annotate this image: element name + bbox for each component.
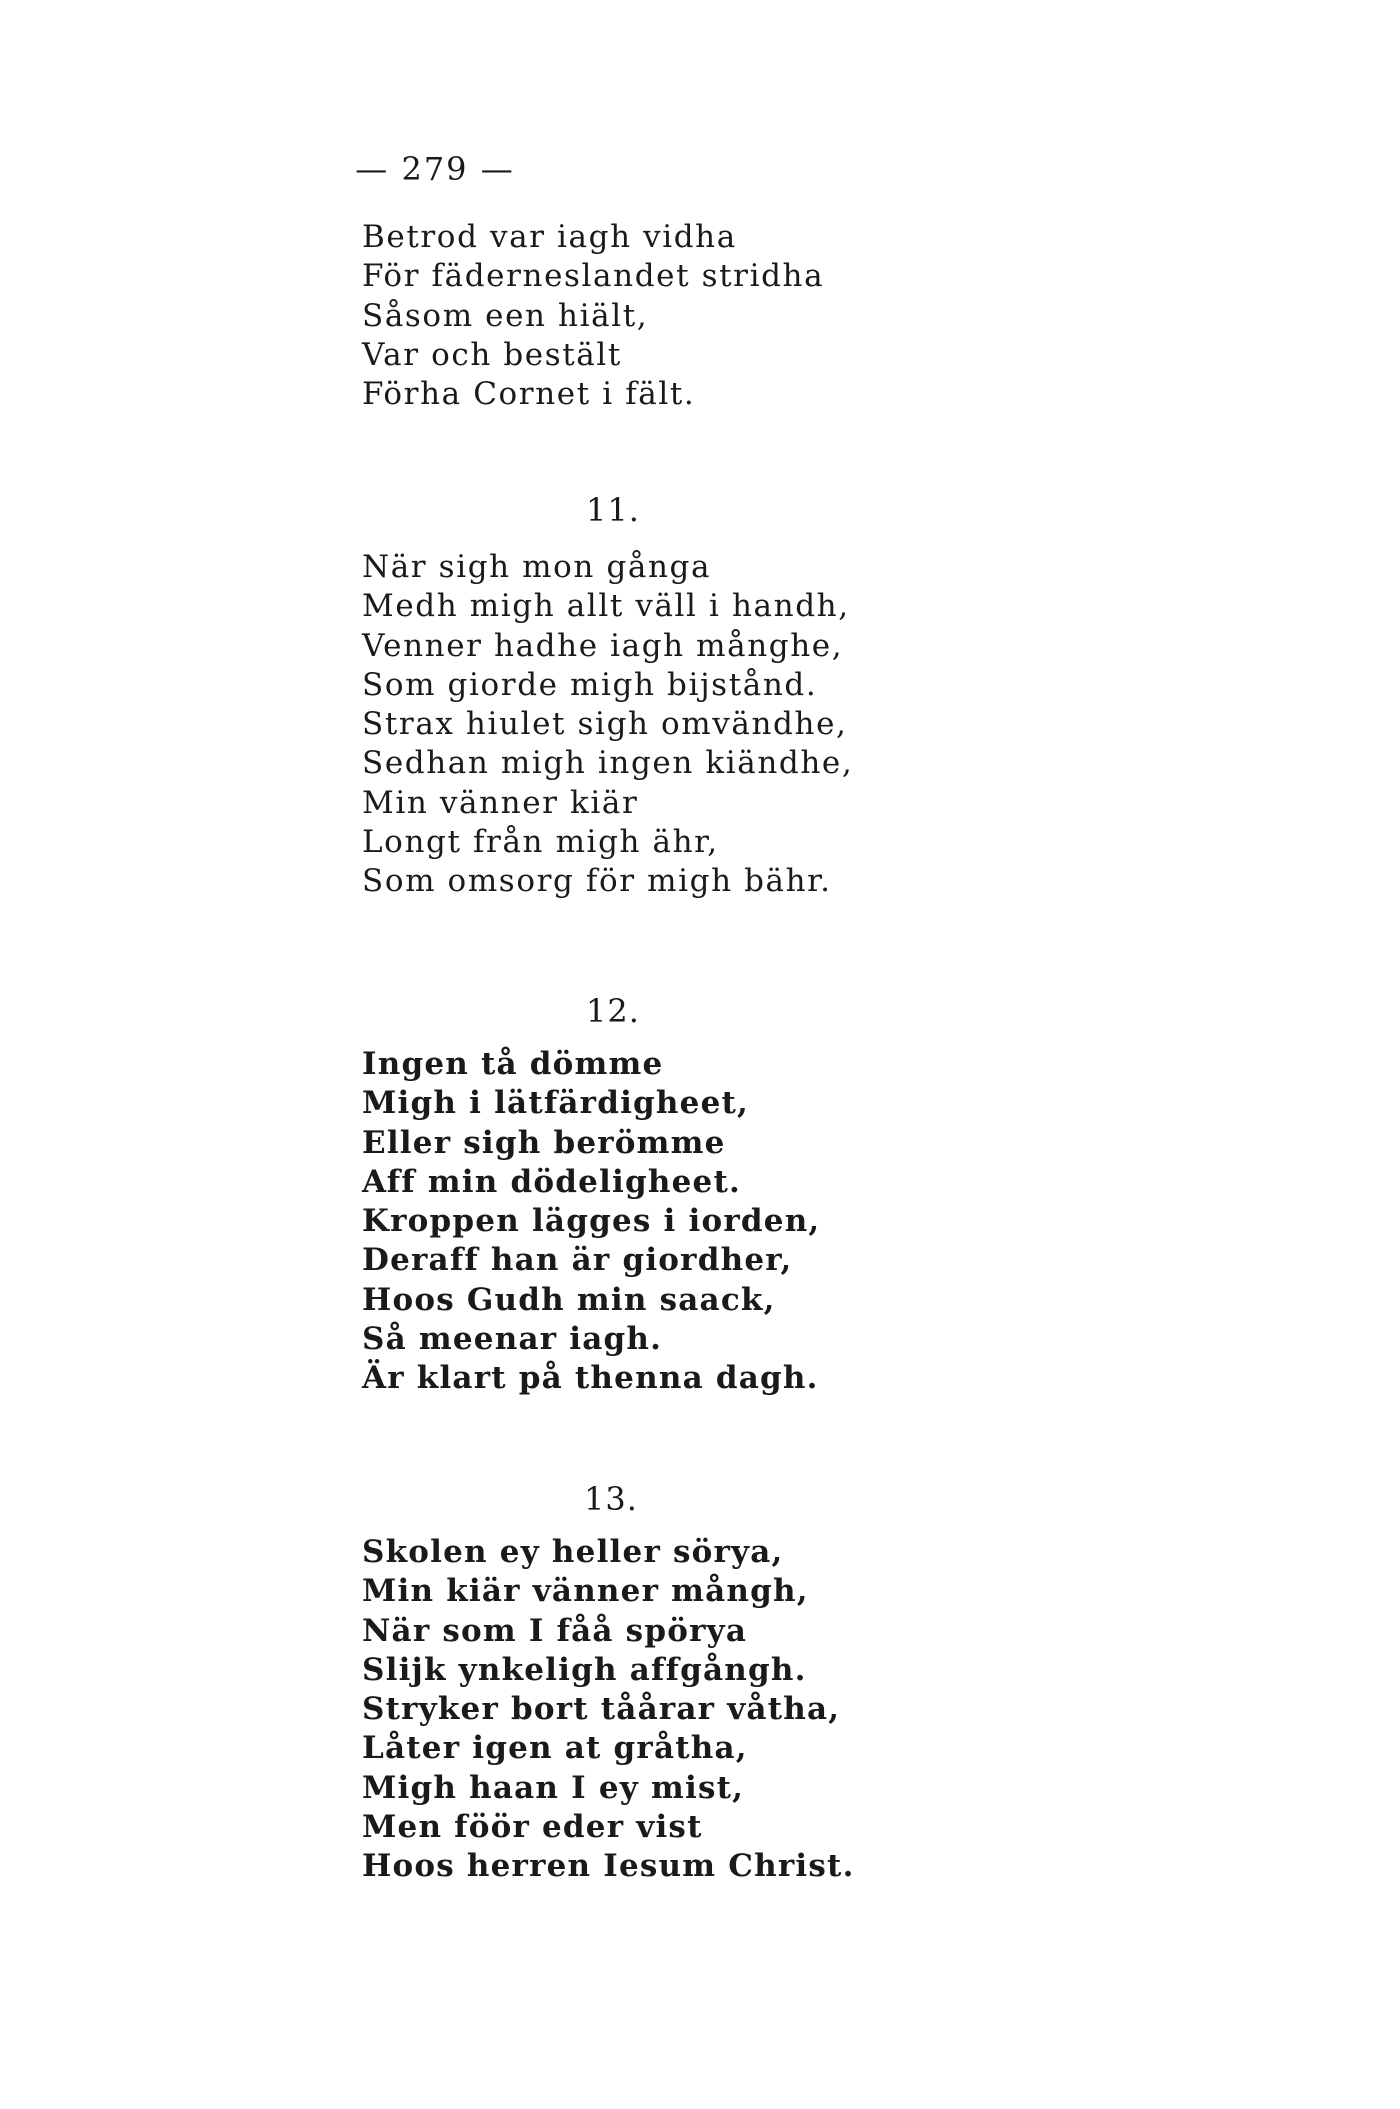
verse-line: Slijk ynkeligh affgångh.: [362, 1651, 807, 1688]
verse-line: Är klart på thenna dagh.: [362, 1360, 819, 1397]
verse-line: Medh migh allt väll i handh,: [362, 588, 850, 625]
verse-line: Deraff han är giordher,: [362, 1242, 793, 1279]
verse-line: Förha Cornet i fält.: [362, 376, 696, 413]
verse-line: Eller sigh berömme: [362, 1124, 726, 1161]
verse-line: Migh haan I ey mist,: [362, 1769, 745, 1806]
verse-line: Hoos Gudh min saack,: [362, 1281, 776, 1318]
verse-line: Kroppen lägges i iorden,: [362, 1203, 821, 1240]
verse-line: Var och bestält: [362, 336, 622, 373]
verse-line: Migh i lätfärdigheet,: [362, 1085, 750, 1122]
stanza-11: [362, 548, 1262, 902]
verse-line: Som omsorg för migh bähr.: [362, 863, 832, 900]
verse-line: När sigh mon gånga: [362, 549, 712, 585]
verse-line: Sedhan migh ingen kiändhe,: [362, 745, 854, 782]
stanza-12: [362, 1045, 1262, 1399]
stanza-number-12: 12.: [586, 992, 640, 1030]
verse-line: Som giorde migh bijstånd.: [362, 666, 818, 703]
stanza-number-11: 11.: [586, 491, 640, 529]
stanza-number-13: 13.: [584, 1480, 638, 1518]
verse-line: Min vänner kiär: [362, 784, 639, 821]
verse-line: Såsom een hiält,: [362, 297, 649, 334]
verse-line: När som I fåå spörya: [362, 1612, 748, 1649]
stanza-13: [362, 1533, 1262, 1887]
verse-line: Skolen ey heller sörya,: [362, 1534, 784, 1570]
verse-line: Longt från migh ähr,: [362, 824, 719, 861]
verse-line: För fäderneslandet stridha: [362, 258, 825, 295]
verse-line: Betrod var iagh vidha: [362, 219, 737, 255]
verse-line: Aff min dödeligheet.: [362, 1163, 741, 1200]
verse-line: Venner hadhe iagh månghe,: [362, 627, 844, 664]
verse-line: Så meenar iagh.: [362, 1321, 663, 1358]
verse-line: Men föör eder vist: [362, 1809, 703, 1846]
verse-line: Låter igen at gråtha,: [362, 1730, 748, 1767]
verse-line: Hoos herren Iesum Christ.: [362, 1848, 855, 1885]
verse-line: Stryker bort tåårar våtha,: [362, 1691, 841, 1728]
verse-line: Strax hiulet sigh omvändhe,: [362, 706, 848, 743]
verse-line: Ingen tå dömme: [362, 1046, 664, 1082]
stanza-10: [362, 218, 1262, 414]
page-number: — 279 —: [355, 150, 515, 188]
verse-line: Min kiär vänner mångh,: [362, 1573, 809, 1610]
